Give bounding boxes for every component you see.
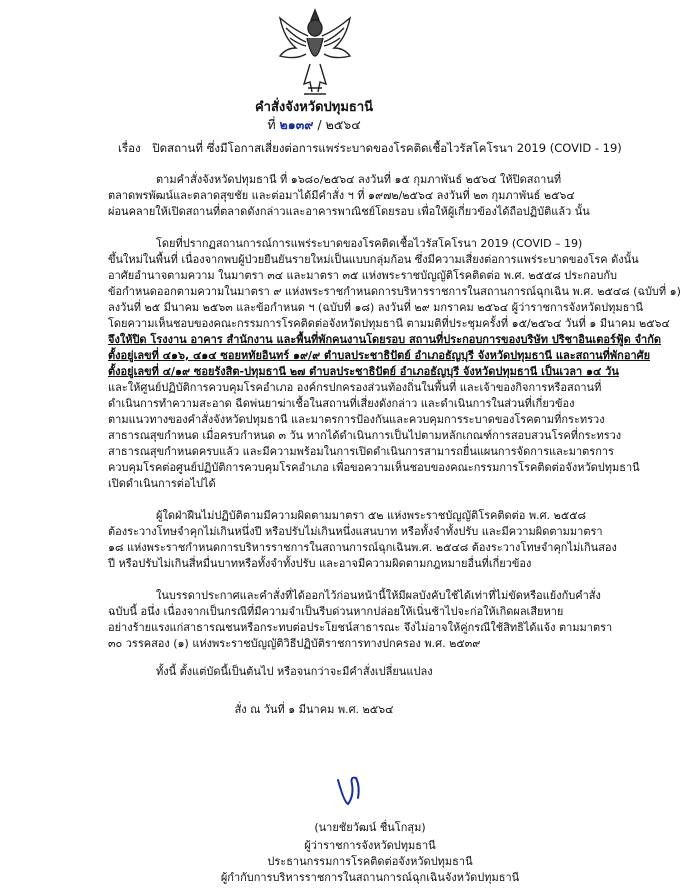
signatory-position-1: ผู้ว่าราชการจังหวัดปทุมธานี [304,839,436,852]
text-line-emphasis: ตั้งอยู่เลขที่ ๔๑๖, ๔๑๔ ซอยหทัยอินทร์ ๑๙/๙ ตำบลประชาธิปัตย์ อำเภอธัญบุรี จังหวัดปทุมธานี และสถานที่พักอาศัย [108,349,651,362]
document-number [0,115,628,135]
text-line: ตามแนวทางของคำสั่งจังหวัดปทุมธานี และมาตรการป้องกันและควบคุมการระบาดของโรคตามที่กระทรวง [108,413,605,426]
text-line: สาธารณสุขกำหนดครบแล้ว และมีความพร้อมในการเปิดดำเนินการสามารถยื่นแผนการจัดการและมาตรการ [108,445,614,458]
text-line: ข้อกำหนดออกตามความในมาตรา ๙ แห่งพระราชกำหนดการบริหารราชการในสถานการณ์ฉุกเฉิน พ.ศ. ๒๕๔๘ (ฉบับที่ ๑) [108,285,681,298]
text-line-emphasis: ตั้งอยู่เลขที่ ๔/๑๙ ซอยรังสิต-ปทุมธานี ๒๗ ตำบลประชาธิปัตย์ อำเภอธัญบุรี จังหวัดปทุมธานี เป็นเวลา ๑๔ วัน [108,365,619,378]
text-line: ตามคำสั่งจังหวัดปทุมธานี ที่ ๑๖๘๐/๒๕๖๔ ลงวันที่ ๑๕ กุมภาพันธ์ ๒๕๖๔ ให้ปิดสถานที่ [156,173,562,186]
signatory-name: (นายชัยวัฒน์ ชื่นโกสุม) [314,821,426,834]
garuda-emblem-icon [274,4,356,100]
handwritten-signature-icon [330,772,370,812]
text-line: อย่างร้ายแรงแก่สาธารณชนหรือกระทบต่อประโยชน์สาธารณะ จึงไม่อาจให้คู่กรณีใช้สิทธิได้แจ้ง ตามมาตรา [108,621,613,634]
text-line-emphasis: จึงให้ปิด โรงงาน อาคาร สำนักงาน และพื้นที่พักคนงานโดยรอบ สถานที่ประกอบการของบริษัท ปริชาอินเตอร์ฟู้ด จำกัด [108,333,662,346]
text-line: ต้องระวางโทษจำคุกไม่เกินหนึ่งปี หรือปรับไม่เกินหนึ่งแสนบาท หรือทั้งจำทั้งปรับ และมีความผิดตามมาตรา [108,525,603,538]
text-line: โดยที่ปรากฏสถานการณ์การแพร่ระบาดของโรคติดเชื้อไวรัสโคโรนา 2019 (COVID – 19) [156,237,583,250]
text-line: โดยความเห็นชอบของคณะกรรมการโรคติดต่อจังหวัดปทุมธานี ตามมติที่ประชุมครั้งที่ ๑๕/๒๕๖๔ วันที่ ๑ มีนาคม ๒๕๖๔ [108,317,670,330]
text-line: ดำเนินการทำความสะอาด ฉีดพ่นยาฆ่าเชื้อในสถานที่เสี่ยงดังกล่าว และดำเนินการในส่วนที่เกี่ยวข้อง [108,397,575,410]
subject-label: เรื่อง [118,141,141,155]
handwritten-number: ๒๑๓๙ [279,117,314,132]
text-line: ๓๐ วรรคสอง (๑) แห่งพระราชบัญญัติวิธีปฏิบัติราชการทางปกครอง พ.ศ. ๒๕๓๙ [108,637,481,650]
text-line: อาศัยอำนาจตามความ ในมาตรา ๓๔ และมาตรา ๓๕ แห่งพระราชบัญญัติโรคติดต่อ พ.ศ. ๒๕๕๘ ประกอบกับ [108,269,617,282]
text-line: ผู้ใดฝ่าฝืนไม่ปฏิบัติตามมีความผิดตามมาตรา ๕๒ แห่งพระราชบัญญัติโรคติดต่อ พ.ศ. ๒๕๕๘ [156,509,587,522]
signatory-position-3: ผู้กำกับการบริหารราชการในสถานการณ์ฉุกเฉินจังหวัดปทุมธานี [220,871,520,884]
document-title: คำสั่งจังหวัดปทุมธานี [254,100,374,115]
text-line: ผ่อนคลายให้เปิดสถานที่ตลาดดังกล่าวและอาคารพาณิชย์โดยรอบ เพื่อให้ผู้เกี่ยวข้องได้ถือปฏิบัติแล้ว นั้น [108,205,590,218]
subject-text: ปิดสถานที่ ซึ่งมีโอกาสเสี่ยงต่อการแพร่ระบาดของโรคติดเชื้อไวรัสโคโรนา 2019 (COVID - 19) [152,141,622,155]
text-line: ๑๘ แห่งพระราชกำหนดการบริหารราชการในสถานการณ์ฉุกเฉินพ.ศ. ๒๕๔๘ ต้องระวางโทษจำคุกไม่เกินสอง [108,541,617,554]
text-line: ลงวันที่ ๒๕ มีนาคม ๒๕๖๓ และข้อกำหนด ฯ (ฉบับที่ ๑๘) ลงวันที่ ๒๙ มกราคม ๒๕๖๔ ผู้ว่าราชการจังหวัดปทุมธานี [108,301,644,314]
number-suffix: / ๒๕๖๔ [317,117,361,132]
signatory-position-2: ประธานกรรมการโรคติดต่อจังหวัดปทุมธานี [267,855,473,868]
text-line: ฉบับนี้ อนึ่ง เนื่องจากเป็นกรณีที่มีความจำเป็นรีบด่วนหากปล่อยให้เนิ่นช้าไปจะก่อให้เกิดผลเสียหาย [108,605,564,618]
order-date: สั่ง ณ วันที่ ๑ มีนาคม พ.ศ. ๒๕๖๔ [234,703,394,716]
effective-clause: ทั้งนี้ ตั้งแต่บัดนี้เป็นต้นไป หรือจนกว่าจะมีคำสั่งเปลี่ยนแปลง [156,665,433,678]
text-line: ปี หรือปรับไม่เกินสี่หมื่นบาทหรือทั้งจำทั้งปรับ และอาจมีความผิดตามกฎหมายอื่นที่เกี่ยวข้อง [108,557,532,570]
text-line: เปิดดำเนินการต่อไปได้ [108,477,216,490]
number-prefix: ที่ [267,117,276,132]
text-line: สาธารณสุขกำหนด เมื่อครบกำหนด ๓ วัน หากได้ดำเนินการเป็นไปตามหลักเกณฑ์การสอบสวนโรคที่กระทรวง [108,429,622,442]
text-line: ขึ้นใหม่ในพื้นที่ เนื่องจากพบผู้ป่วยยืนยันรายใหม่เป็นแบบกลุ่มก้อน ซึ่งมีความเสี่ยงต่อการแพร่ระบาดของโรค ดังนั้น [108,253,639,266]
subject-line [118,140,622,158]
text-line: ตลาดพรพัฒน์และตลาดสุขชัย และต่อมาได้มีคำสั่ง ฯ ที่ ๑๙๗๒/๒๕๖๔ ลงวันที่ ๒๓ กุมภาพันธ์ ๒๕๖๔ [108,189,575,202]
text-line: ควบคุมโรคต่อศูนย์ปฏิบัติการควบคุมโรคอำเภอ เพื่อขอความเห็นชอบของคณะกรรมการโรคติดต่อจังหวัดปทุมธานี [108,461,640,474]
text-line: และให้ศูนย์ปฏิบัติการควบคุมโรคอำเภอ องค์กรปกครองส่วนท้องถิ่นในพื้นที่ และเจ้าของกิจการหรือสถานที่ [108,381,602,394]
text-line: ในบรรดาประกาศและคำสั่งที่ได้ออกไว้ก่อนหน้านี้ให้มีผลบังคับใช้ได้เท่าที่ไม่ขัดหรือแย้งกับคำสั่ง [156,589,601,602]
